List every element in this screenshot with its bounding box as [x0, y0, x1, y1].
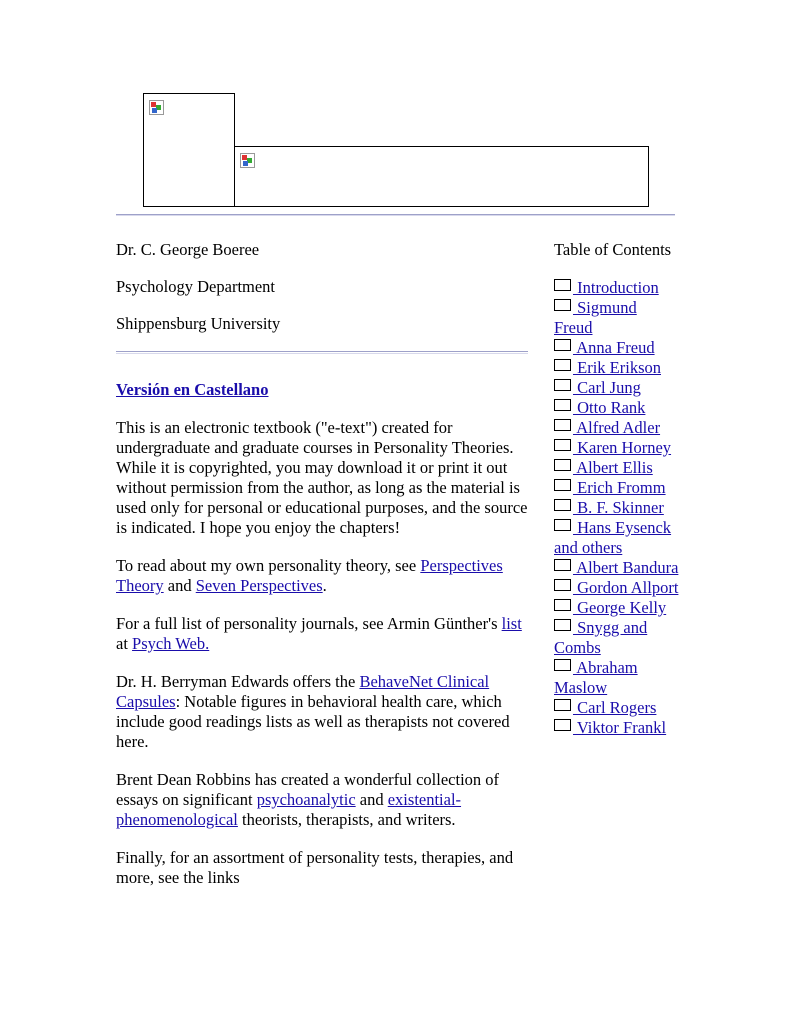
perspectives-period: . — [322, 576, 327, 595]
chapter-image-icon — [554, 339, 571, 351]
psych-web-link[interactable]: Psych Web. — [132, 634, 210, 653]
toc-link[interactable]: Abraham Maslow — [554, 658, 638, 697]
toc-item — [554, 518, 679, 558]
toc-link[interactable]: Hans Eysenck and others — [554, 518, 672, 557]
toc-item — [554, 418, 679, 438]
chapter-image-icon — [554, 439, 571, 451]
chapter-image-icon — [554, 499, 571, 511]
author-name: Dr. C. George Boeree — [116, 240, 260, 259]
robbins-paragraph — [116, 770, 530, 830]
column-divider — [116, 351, 528, 354]
toc-item — [554, 718, 679, 738]
toc-item — [554, 498, 679, 518]
behavenet-description: : Notable figures in behavioral health care, which include good readings lists as well as therapists not covered here. — [116, 692, 510, 751]
behavenet-link[interactable]: BehaveNet Clinical Capsules — [116, 672, 490, 711]
robbins-suffix: theorists, therapists, and writers. — [237, 810, 456, 829]
toc-link[interactable]: George Kelly — [573, 598, 667, 617]
journals-list-link[interactable]: list — [501, 614, 522, 633]
toc-item — [554, 598, 679, 618]
chapter-image-icon — [554, 719, 571, 731]
perspectives-text: To read about my own personality theory, see — [116, 556, 421, 575]
toc-item — [554, 658, 679, 698]
author-university: Shippensburg University — [116, 314, 281, 333]
toc-item — [554, 478, 679, 498]
seven-perspectives-link[interactable]: Seven Perspectives — [195, 576, 323, 595]
chapter-image-icon — [554, 379, 571, 391]
chapter-image-icon — [554, 519, 571, 531]
toc-item — [554, 278, 679, 298]
chapter-image-icon — [554, 619, 571, 631]
chapter-image-icon — [554, 419, 571, 431]
chapter-image-icon — [554, 459, 571, 471]
journals-text: For a full list of personality journals, see Armin Günther's — [116, 614, 502, 633]
toc-link[interactable]: Albert Bandura — [573, 558, 679, 577]
toc-item — [554, 378, 679, 398]
toc-item — [554, 458, 679, 478]
toc-item — [554, 338, 679, 358]
toc-item — [554, 438, 679, 458]
journals-at: at — [116, 634, 133, 653]
chapter-image-icon — [554, 659, 571, 671]
chapter-image-icon — [554, 579, 571, 591]
toc-item — [554, 618, 679, 658]
toc-item — [554, 698, 679, 718]
toc-link[interactable]: Carl Jung — [573, 378, 641, 397]
broken-image-icon — [240, 153, 255, 168]
intro-paragraph: This is an electronic textbook ("e-text") created for undergraduate and graduate courses in Personality Theories. While it is copyrighted, you may download it or print it out without permission from the author, as long as the material is used only for personal or educational purposes, and the source is indicated. I hope you enjoy the chapters! — [116, 418, 528, 537]
toc-item — [554, 558, 679, 578]
author-department: Psychology Department — [116, 277, 276, 296]
chapter-image-icon — [554, 359, 571, 371]
behavenet-paragraph — [116, 672, 530, 752]
perspectives-paragraph — [116, 556, 530, 596]
toc-item — [554, 578, 679, 598]
main-column — [116, 240, 530, 889]
header-image-banner — [234, 146, 649, 207]
toc-link[interactable]: Introduction — [573, 278, 659, 297]
toc-link[interactable]: Albert Ellis — [573, 458, 653, 477]
toc-link[interactable]: B. F. Skinner — [573, 498, 664, 517]
toc-link[interactable]: Viktor Frankl — [573, 718, 667, 737]
toc-link[interactable]: Alfred Adler — [573, 418, 661, 437]
robbins-text: Brent Dean Robbins has created a wonderful collection of essays on significant — [116, 770, 500, 809]
toc-link[interactable]: Carl Rogers — [573, 698, 657, 717]
toc-link[interactable]: Sigmund Freud — [554, 298, 637, 337]
toc-item — [554, 298, 679, 338]
toc-link[interactable]: Karen Horney — [573, 438, 672, 457]
existential-phenomenological-link[interactable]: existential-phenomenological — [116, 790, 462, 829]
toc-link[interactable]: Snygg and Combs — [554, 618, 648, 657]
chapter-image-icon — [554, 699, 571, 711]
toc-link[interactable]: Gordon Allport — [573, 578, 679, 597]
toc-item — [554, 358, 679, 378]
chapter-image-icon — [554, 559, 571, 571]
toc-list — [554, 278, 679, 738]
top-divider — [116, 214, 675, 216]
perspectives-and: and — [163, 576, 196, 595]
header-image-left — [143, 93, 235, 207]
perspectives-theory-link[interactable]: Perspectives Theory — [116, 556, 503, 595]
toc-link[interactable]: Erik Erikson — [573, 358, 661, 377]
toc-link[interactable]: Otto Rank — [573, 398, 646, 417]
chapter-image-icon — [554, 279, 571, 291]
toc-title: Table of Contents — [554, 240, 672, 259]
table-of-contents — [554, 240, 679, 738]
toc-item — [554, 398, 679, 418]
chapter-image-icon — [554, 599, 571, 611]
chapter-image-icon — [554, 399, 571, 411]
spanish-version-link[interactable]: Versión en Castellano — [116, 380, 269, 399]
journals-paragraph — [116, 614, 530, 654]
psychoanalytic-link[interactable]: psychoanalytic — [256, 790, 356, 809]
toc-link[interactable]: Anna Freud — [573, 338, 655, 357]
behavenet-text: Dr. H. Berryman Edwards offers the — [116, 672, 360, 691]
robbins-and: and — [355, 790, 388, 809]
cut-off-paragraph: Finally, for an assortment of personality tests, therapies, and more, see the links — [116, 848, 514, 887]
chapter-image-icon — [554, 479, 571, 491]
toc-link[interactable]: Erich Fromm — [573, 478, 666, 497]
chapter-image-icon — [554, 299, 571, 311]
broken-image-icon — [149, 100, 164, 115]
